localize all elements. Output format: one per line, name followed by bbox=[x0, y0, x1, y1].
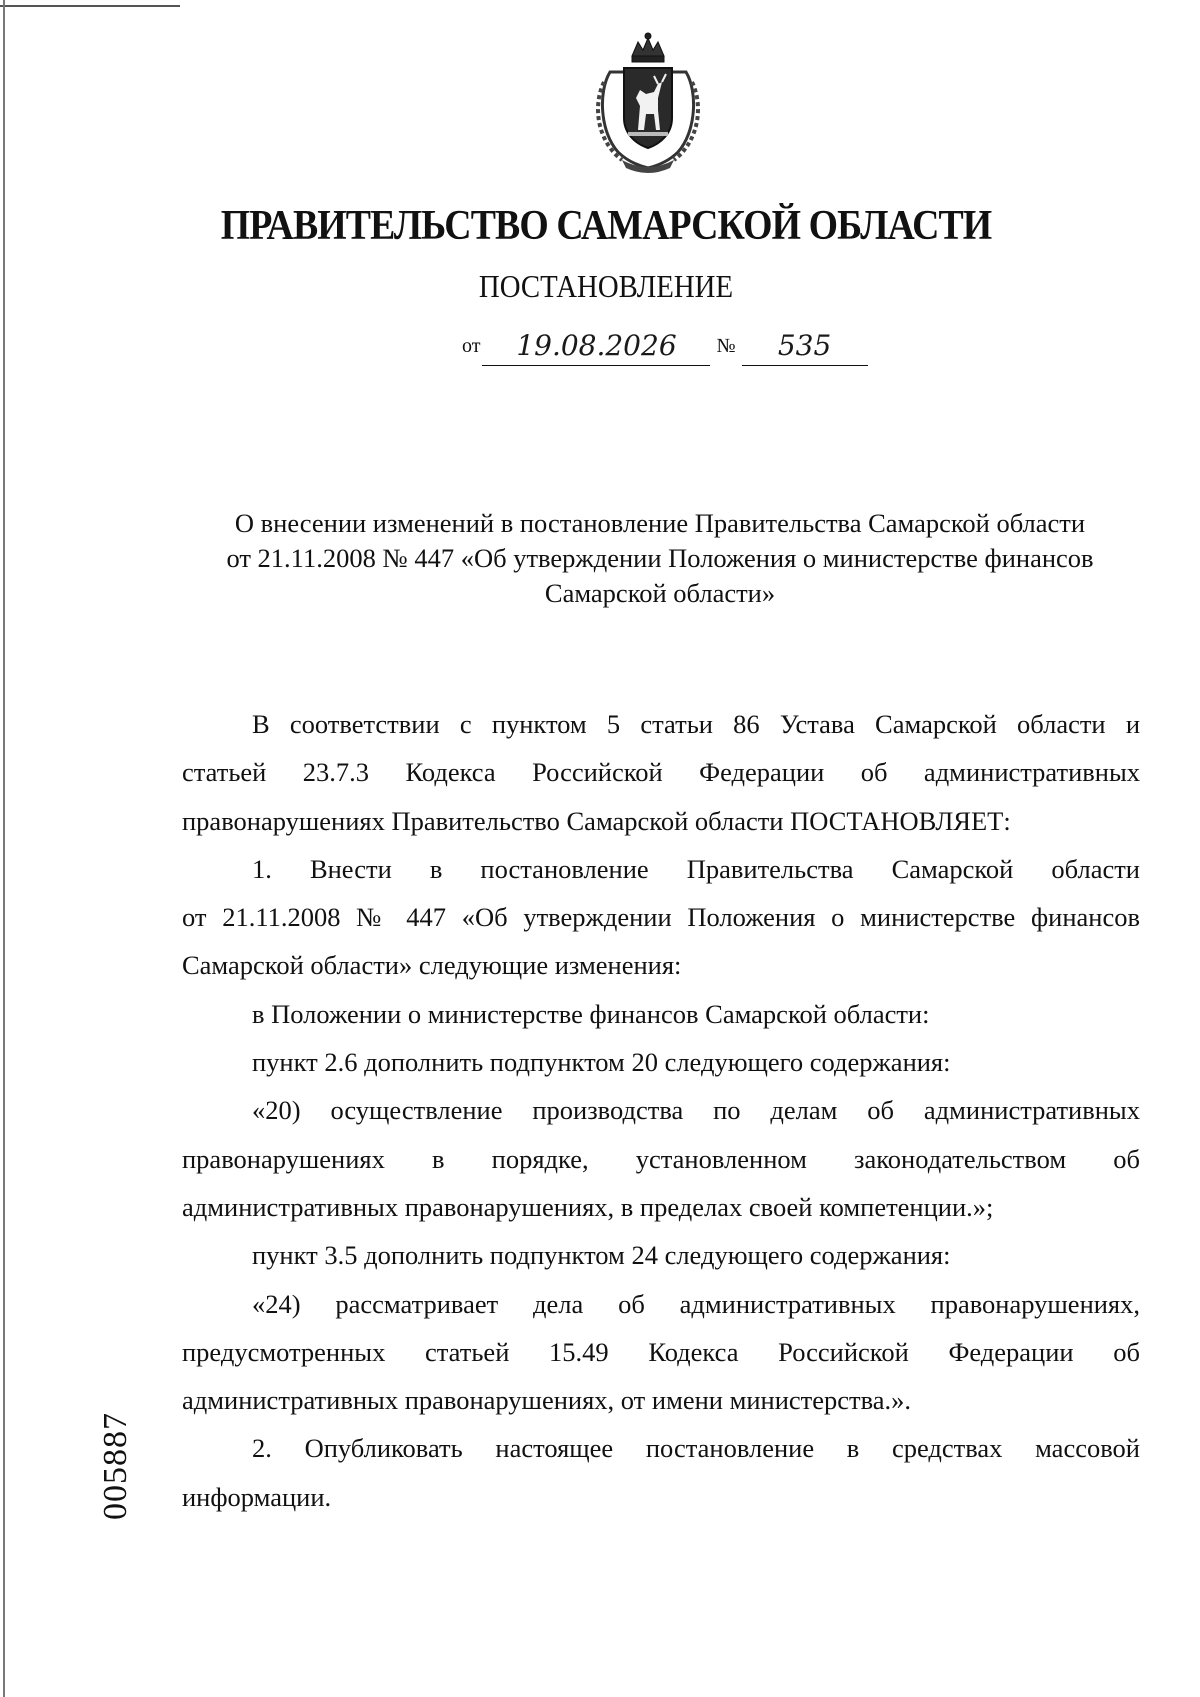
body-line: 2. Опубликовать настоящее постановление в средствах массовой bbox=[252, 1433, 1140, 1464]
body-line: Самарской области» следующие изменения: bbox=[182, 950, 682, 981]
body-line: В соответствии с пунктом 5 статьи 86 Устава Самарской области и bbox=[252, 709, 1140, 739]
body-line: информации. bbox=[182, 1481, 332, 1512]
body-line: административных правонарушениях, в пределах своей компетенции.»; bbox=[182, 1191, 994, 1222]
body-line: пункт 2.6 дополнить подпунктом 20 следующего содержания: bbox=[252, 1047, 951, 1078]
page-edge-left bbox=[3, 0, 5, 1697]
document-subject bbox=[180, 506, 1140, 611]
document-date: 19.08.2026 bbox=[482, 327, 710, 366]
body-line: административных правонарушениях, от имени министерства.». bbox=[182, 1385, 912, 1416]
paragraph-point-3-5 bbox=[182, 1231, 1140, 1279]
subject-line: Самарской области» bbox=[544, 578, 776, 608]
body-line: «24) рассматривает дела об административных правонарушениях, bbox=[252, 1288, 1140, 1319]
subject-line: О внесении изменений в постановление Правительства Самарской области bbox=[234, 508, 1086, 538]
document-number: 535 bbox=[742, 327, 868, 366]
body-line: правонарушениях в порядке, установленном законодательством об bbox=[182, 1143, 1140, 1174]
paragraph-item-2 bbox=[182, 1424, 1140, 1521]
government-title: ПРАВИТЕЛЬСТВО САМАРСКОЙ ОБЛАСТИ bbox=[220, 203, 992, 249]
body-line: 1. Внести в постановление Правительства Самарской области bbox=[252, 853, 1140, 884]
document-type: ПОСТАНОВЛЕНИЕ bbox=[478, 268, 734, 304]
paragraph-preamble bbox=[182, 700, 1140, 845]
body-line: предусмотренных статьей 15.49 Кодекса Российской Федерации об bbox=[182, 1336, 1140, 1367]
registration-side-number: 005887 bbox=[97, 1412, 134, 1520]
subject-line: от 21.11.2008 № 447 «Об утверждении Положения о министерстве финансов bbox=[226, 543, 1094, 573]
number-prefix: № bbox=[716, 335, 736, 357]
paragraph-subpoint-24 bbox=[182, 1280, 1140, 1425]
body-line: пункт 3.5 дополнить подпунктом 24 следующего содержания: bbox=[252, 1240, 951, 1271]
body-line: от 21.11.2008 № 447 «Об утверждении Положения о министерстве финансов bbox=[182, 902, 1140, 933]
paragraph-regulation bbox=[182, 990, 1140, 1038]
page-edge-top bbox=[0, 5, 180, 7]
body-line: «20) осуществление производства по делам об административных bbox=[252, 1095, 1140, 1126]
date-number-line bbox=[462, 326, 868, 366]
body-line: статьей 23.7.3 Кодекса Российской Федерации об административных bbox=[182, 757, 1140, 788]
body-line: в Положении о министерстве финансов Самарской области: bbox=[252, 998, 930, 1029]
date-prefix: от bbox=[462, 335, 481, 357]
samara-coat-of-arms-icon bbox=[588, 32, 708, 174]
body-line: правонарушениях Правительство Самарской области ПОСТАНОВЛЯЕТ: bbox=[182, 805, 1011, 836]
paragraph-subpoint-20 bbox=[182, 1086, 1140, 1231]
paragraph-item-1 bbox=[182, 845, 1140, 990]
paragraph-point-2-6 bbox=[182, 1038, 1140, 1086]
document-body bbox=[182, 700, 1140, 1521]
